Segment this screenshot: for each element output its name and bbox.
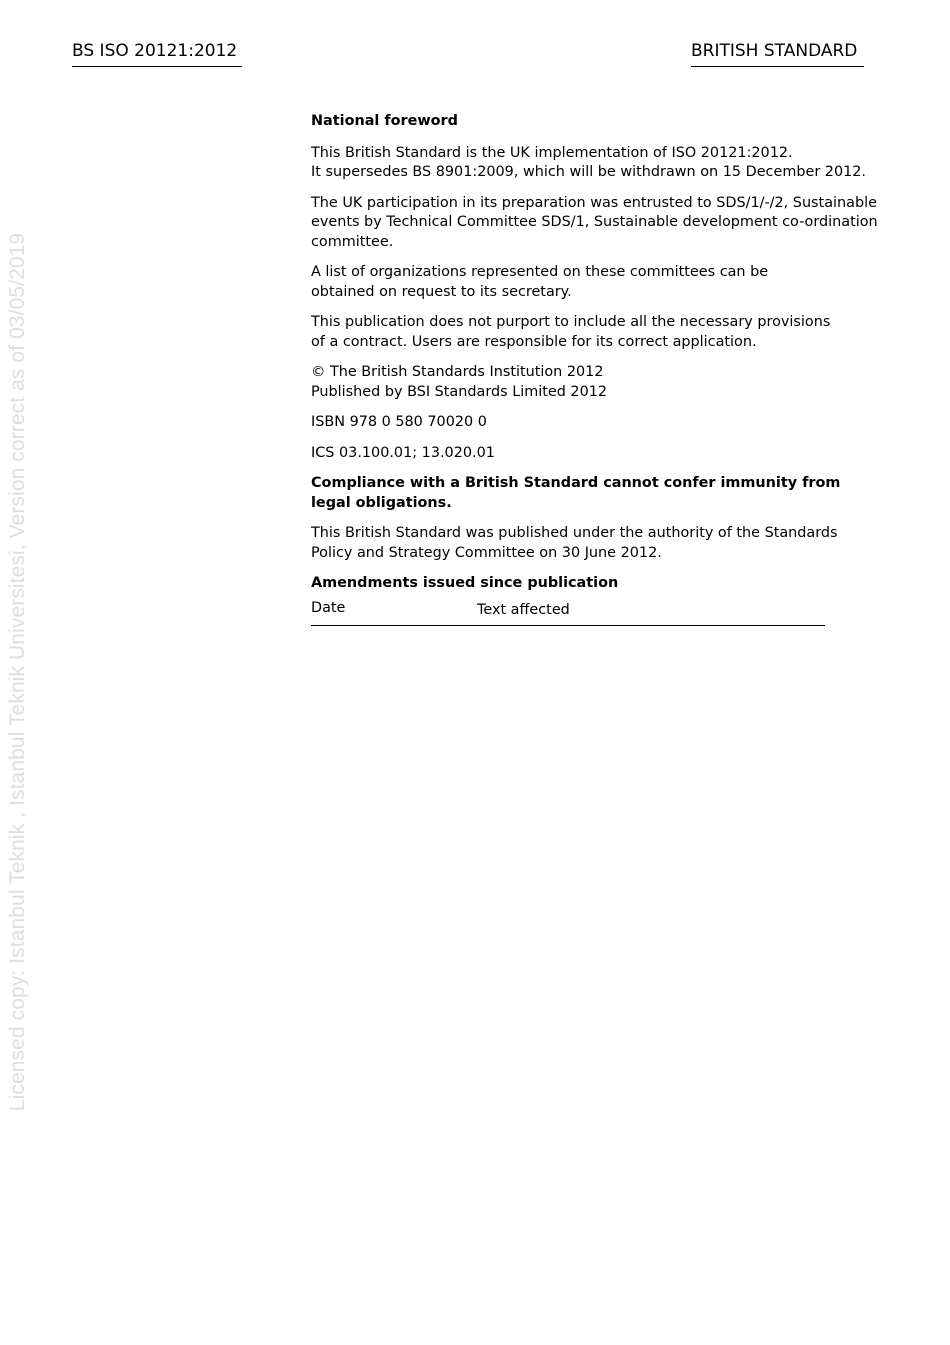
contract-paragraph <box>311 313 901 352</box>
participation-paragraph <box>311 194 901 253</box>
implementation-paragraph <box>311 144 901 183</box>
publisher-line: Published by BSI Standards Limited 2012 <box>311 383 608 400</box>
foreword-title: National foreword <box>311 113 458 129</box>
authority-line-2: Policy and Strategy Committee on 30 June 2012. <box>311 544 662 561</box>
copyright-line: © The British Standards Institution 2012 <box>311 364 604 380</box>
authority-paragraph <box>311 524 901 563</box>
compliance-paragraph <box>311 474 901 513</box>
implementation-line-1: This British Standard is the UK implementation of ISO 20121:2012. <box>311 144 793 161</box>
authority-line-1: This British Standard was published under the authority of the Standards <box>311 525 838 541</box>
participation-line-1: The UK participation in its preparation was entrusted to SDS/1/-/2, Sustainable <box>311 194 877 211</box>
amendments-table <box>311 599 825 626</box>
organizations-paragraph <box>311 263 901 302</box>
copyright-paragraph <box>311 363 901 402</box>
participation-line-2: events by Technical Committee SDS/1, Sustainable development co-ordination <box>311 214 878 230</box>
contract-line-2: of a contract. Users are responsible for its correct application. <box>311 333 757 350</box>
isbn-text: ISBN 978 0 580 70020 0 <box>311 414 487 430</box>
contract-line-1: This publication does not purport to include all the necessary provisions <box>311 314 831 330</box>
compliance-line-2: legal obligations. <box>311 494 452 511</box>
amendments-text-column-header: Text affected <box>477 601 570 618</box>
amendments-date-column-header: Date <box>311 599 346 616</box>
license-watermark: Licensed copy: Istanbul Teknik , Istanbul Teknik Universitesi, Version correct as of 03/05/2019 <box>6 232 29 1112</box>
amendments-heading: Amendments issued since publication <box>311 575 619 591</box>
ics-text: ICS 03.100.01; 13.020.01 <box>311 444 495 461</box>
organizations-line-1: A list of organizations represented on these committees can be <box>311 264 769 280</box>
organizations-line-2: obtained on request to its secretary. <box>311 283 572 300</box>
document-id-header: BS ISO 20121:2012 <box>72 40 242 67</box>
implementation-line-2: It supersedes BS 8901:2009, which will be withdrawn on 15 December 2012. <box>311 164 867 180</box>
national-foreword-section <box>311 112 901 626</box>
compliance-line-1: Compliance with a British Standard cannot confer immunity from <box>311 475 841 491</box>
participation-line-3: committee. <box>311 233 394 250</box>
standard-type-header: BRITISH STANDARD <box>691 40 864 67</box>
